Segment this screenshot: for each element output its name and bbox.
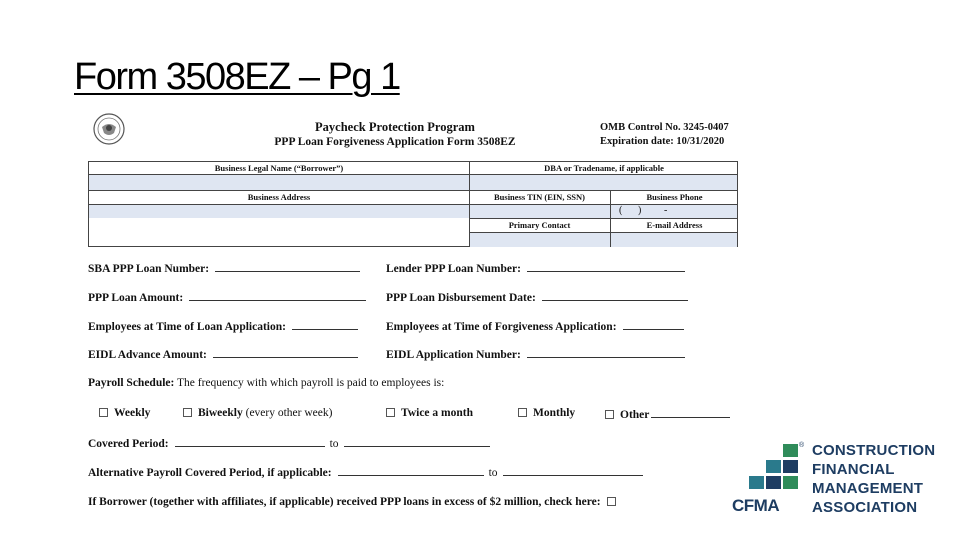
twice-monthly-checkbox[interactable]: [386, 408, 395, 417]
form-subtitle: PPP Loan Forgiveness Application Form 3508EZ: [274, 136, 516, 148]
dba-label: DBA or Tradename, if applicable: [544, 163, 664, 173]
alt-period-label: Alternative Payroll Covered Period, if applicable:: [88, 467, 332, 479]
sba-loan-number-field: [88, 261, 360, 275]
borrower-check-field: [88, 496, 622, 508]
employees-forgiveness-input[interactable]: [623, 319, 684, 330]
disbursement-date-field: [386, 290, 688, 304]
monthly-checkbox[interactable]: [518, 408, 527, 417]
eidl-number-input[interactable]: [527, 347, 685, 358]
disbursement-date-label: PPP Loan Disbursement Date:: [386, 292, 536, 304]
biweekly-note: (every other week): [245, 407, 333, 419]
logo-line-2: FINANCIAL: [812, 461, 895, 478]
sba-loan-number-label: SBA PPP Loan Number:: [88, 263, 210, 275]
option-twice-monthly[interactable]: [386, 407, 473, 419]
other-input[interactable]: [651, 407, 730, 418]
cfma-abbr: CFMA: [732, 496, 780, 515]
employees-application-label: Employees at Time of Loan Application:: [88, 321, 286, 333]
omb-control: OMB Control No. 3245-0407: [600, 122, 729, 133]
lender-loan-number-label: Lender PPP Loan Number:: [386, 263, 521, 275]
phone-format-close: ): [638, 205, 642, 216]
eidl-number-label: EIDL Application Number:: [386, 349, 521, 361]
covered-period-end-input[interactable]: [344, 436, 490, 447]
sba-seal-icon: [93, 113, 125, 145]
cfma-logo: [732, 442, 952, 520]
expiration-date: Expiration date: 10/31/2020: [600, 136, 725, 147]
eidl-number-field: [386, 347, 685, 361]
other-checkbox[interactable]: [605, 410, 614, 419]
loan-amount-label: PPP Loan Amount:: [88, 292, 184, 304]
other-label: Other: [620, 409, 650, 421]
borrower-checkbox[interactable]: [607, 497, 616, 506]
slide-title: Form 3508EZ – Pg 1: [74, 56, 400, 98]
payroll-schedule: [88, 377, 444, 389]
loan-amount-input[interactable]: [189, 290, 366, 301]
eidl-amount-input[interactable]: [213, 347, 358, 358]
biweekly-label: Biweekly: [198, 407, 243, 419]
alt-period-start-input[interactable]: [338, 465, 484, 476]
business-info-grid: [88, 161, 738, 247]
phone-format-dash: -: [664, 205, 668, 216]
option-other[interactable]: [605, 407, 730, 421]
alt-period-to: to: [488, 467, 498, 479]
monthly-label: Monthly: [533, 407, 576, 419]
dba-input[interactable]: [470, 175, 737, 190]
borrower-check-label: If Borrower (together with affiliates, if applicable) received PPP loans in excess of $2 million, check here:: [88, 496, 601, 508]
primary-contact-input[interactable]: [470, 233, 610, 247]
legal-name-input[interactable]: [89, 175, 469, 190]
logo-line-4: ASSOCIATION: [812, 499, 918, 516]
phone-input[interactable]: [611, 205, 737, 218]
payroll-schedule-label: Payroll Schedule:: [88, 377, 175, 389]
tin-input[interactable]: [470, 205, 610, 218]
logo-line-1: CONSTRUCTION: [812, 442, 936, 459]
payroll-schedule-desc: The frequency with which payroll is paid to employees is:: [177, 377, 445, 389]
covered-period-label: Covered Period:: [88, 438, 169, 450]
form-header: [250, 120, 540, 148]
logo-line-3: MANAGEMENT: [812, 480, 924, 497]
employees-forgiveness-field: [386, 319, 684, 333]
biweekly-checkbox[interactable]: [183, 408, 192, 417]
employees-forgiveness-label: Employees at Time of Forgiveness Application:: [386, 321, 617, 333]
lender-loan-number-input[interactable]: [527, 261, 685, 272]
weekly-label: Weekly: [114, 407, 151, 419]
option-monthly[interactable]: [518, 407, 575, 419]
covered-period-to: to: [329, 438, 339, 450]
loan-amount-field: [88, 290, 366, 304]
sba-loan-number-input[interactable]: [215, 261, 360, 272]
address-label: Business Address: [247, 192, 311, 202]
twice-monthly-label: Twice a month: [401, 407, 473, 419]
legal-name-label: Business Legal Name (“Borrower”): [214, 163, 344, 173]
form-title: Paycheck Protection Program: [315, 120, 475, 134]
email-input[interactable]: [611, 233, 737, 247]
weekly-checkbox[interactable]: [99, 408, 108, 417]
eidl-amount-field: [88, 347, 358, 361]
eidl-amount-label: EIDL Advance Amount:: [88, 349, 207, 361]
form-meta: [600, 121, 729, 149]
address-input[interactable]: [89, 205, 469, 218]
option-weekly[interactable]: [99, 407, 150, 419]
tin-label: Business TIN (EIN, SSN): [493, 192, 585, 202]
primary-contact-label: Primary Contact: [508, 220, 571, 230]
covered-period-start-input[interactable]: [175, 436, 325, 447]
lender-loan-number-field: [386, 261, 685, 275]
cfma-grid-icon: [732, 442, 808, 498]
phone-format-open: (: [619, 205, 623, 216]
alt-period-end-input[interactable]: [503, 465, 643, 476]
cfma-registered-mark: ®: [799, 442, 805, 449]
employees-application-field: [88, 319, 358, 333]
phone-label: Business Phone: [646, 192, 703, 202]
option-biweekly[interactable]: [183, 407, 332, 419]
covered-period-field: [88, 436, 490, 450]
disbursement-date-input[interactable]: [542, 290, 688, 301]
email-label: E-mail Address: [646, 220, 703, 230]
alt-period-field: [88, 465, 643, 479]
employees-application-input[interactable]: [292, 319, 358, 330]
